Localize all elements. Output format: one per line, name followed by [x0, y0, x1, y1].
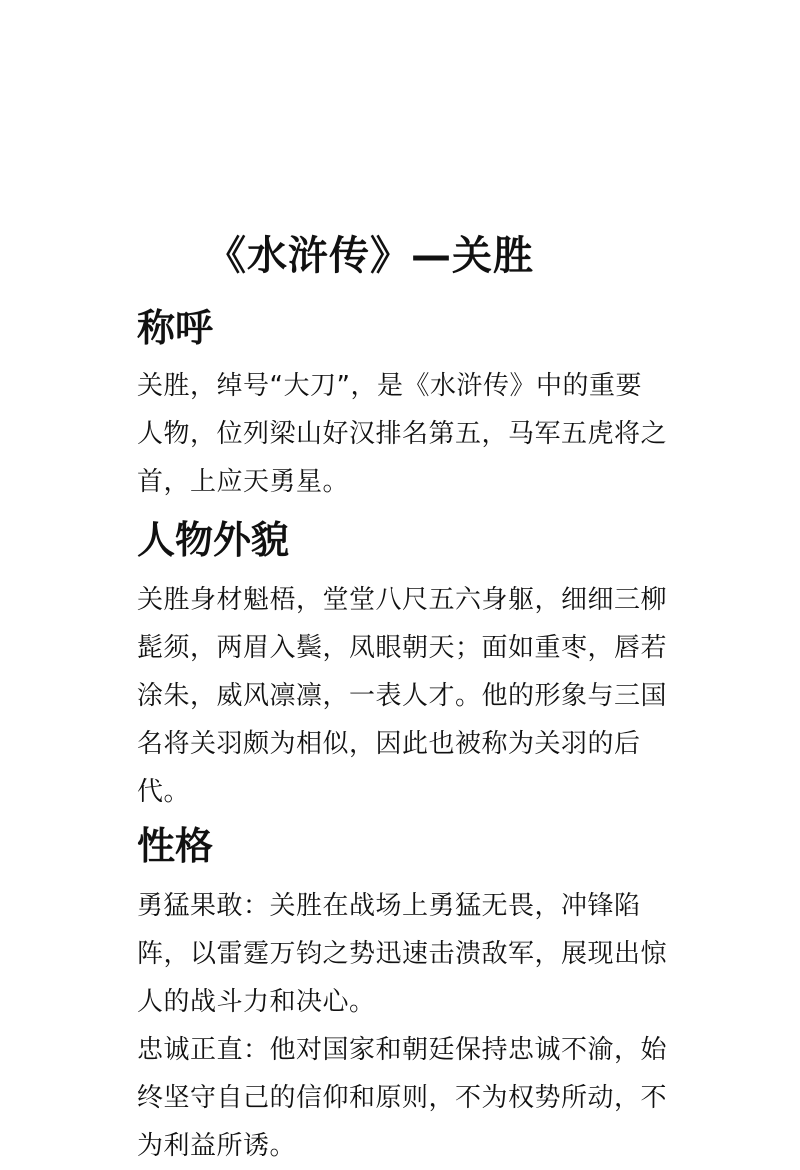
section-heading-personality: 性格 — [137, 824, 214, 868]
section-paragraph: 勇猛果敢：关胜在战场上勇猛无畏，冲锋陷阵，以雷霆万钧之势迅速击溃敌军，展现出惊人的战斗力和决心。 — [137, 891, 668, 1017]
document-title: 《水浒传》—关胜 — [206, 233, 534, 279]
section-heading-title: 称呼 — [137, 306, 214, 350]
section-paragraph: 忠诚正直：他对国家和朝廷保持忠诚不渝，始终坚守自己的信仰和原则，不为权势所动，不为利益所诱。 — [137, 1035, 668, 1161]
section-paragraph: 关胜，绰号“大刀”，是《水浒传》中的重要人物，位列梁山好汉排名第五，马军五虎将之首，上应天勇星。 — [137, 371, 668, 497]
section-heading-appearance: 人物外貌 — [137, 518, 290, 562]
section-paragraph: 关胜身材魁梧，堂堂八尺五六身躯，细细三柳髭须，两眉入鬓，凤眼朝天；面如重枣，唇若涂朱，威风凛凛，一表人才。他的形象与三国名将关羽颇为相似，因此也被称为关羽的后代。 — [137, 585, 668, 807]
